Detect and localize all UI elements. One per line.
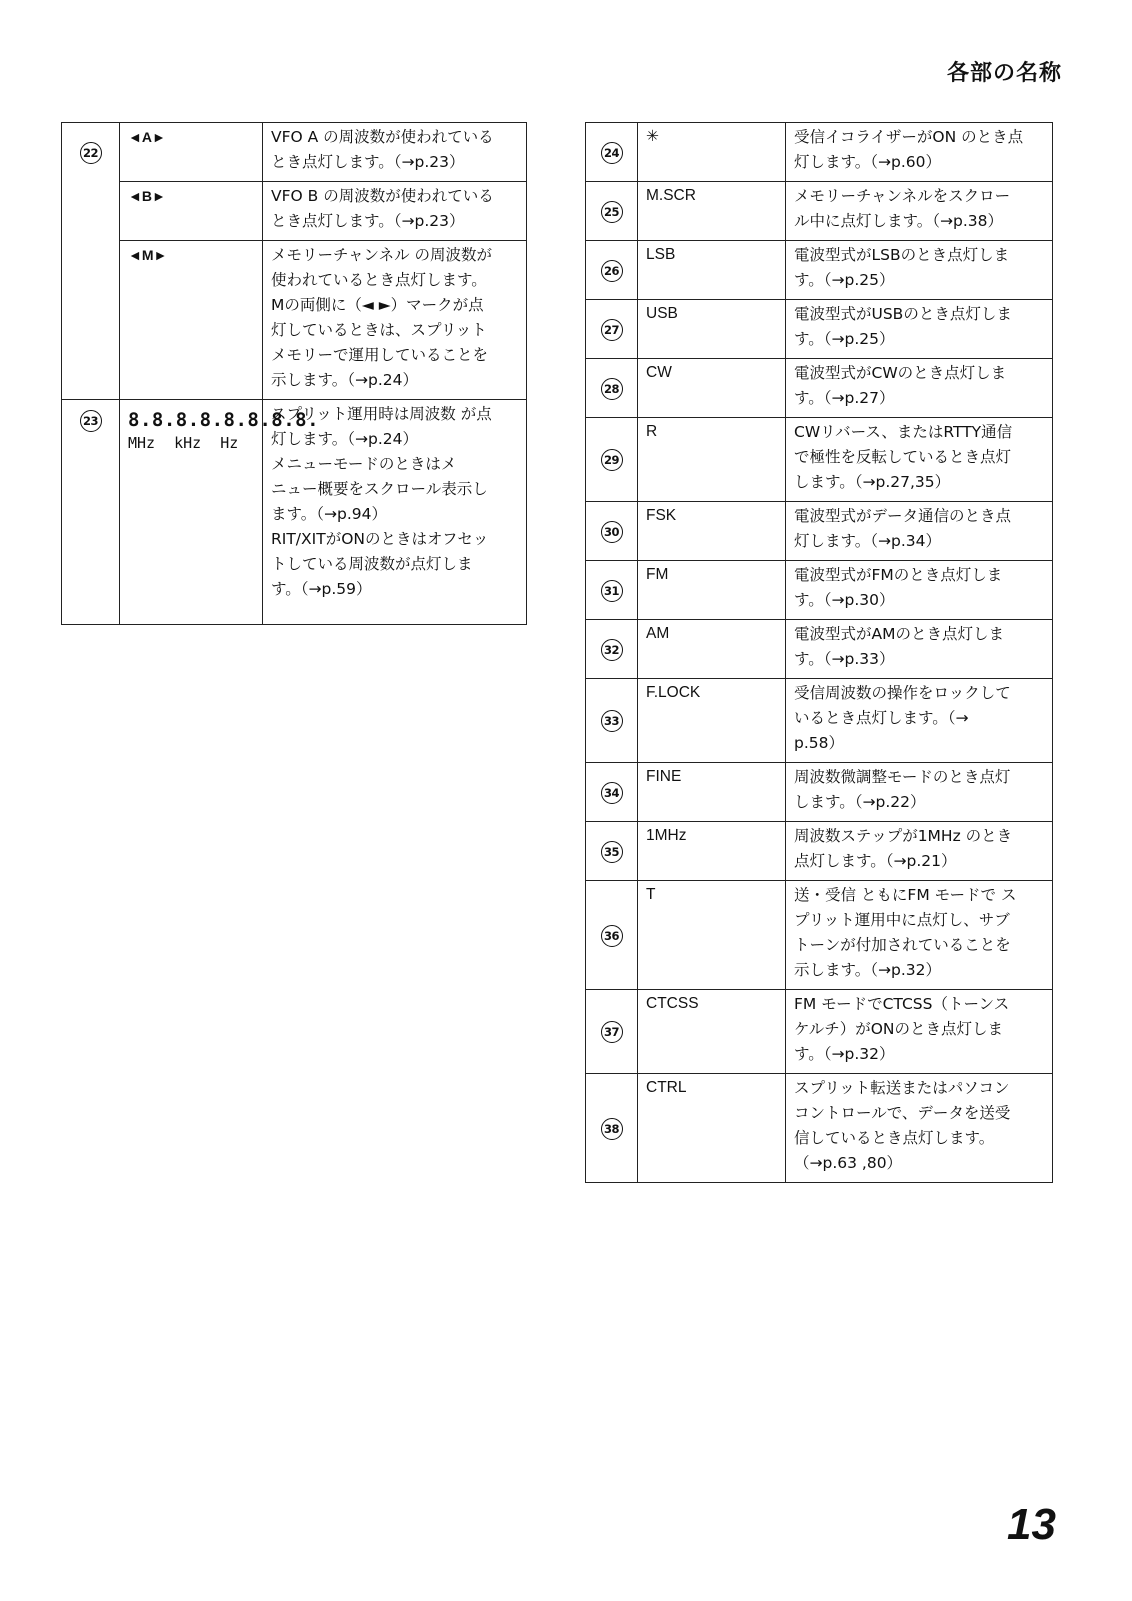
item-number-cell	[586, 561, 638, 620]
indicator-label: CTCSS	[638, 990, 786, 1074]
desc-line: ニュー概要をスクロール表示し	[271, 480, 488, 498]
table-row	[586, 123, 1053, 182]
indicator-table-right	[585, 122, 1053, 1183]
desc-line: します。（→p.27,35）	[794, 473, 951, 491]
desc-line: 送・受信 ともにFM モードで ス	[794, 886, 1017, 904]
table-row	[586, 182, 1053, 241]
item-number-cell	[586, 359, 638, 418]
desc-line: す。（→p.33）	[794, 650, 895, 668]
indicator-desc	[786, 881, 1053, 990]
desc-line: 電波型式がLSBのとき点灯しま	[794, 246, 1010, 264]
table-row	[586, 561, 1053, 620]
indicator-desc	[786, 620, 1053, 679]
desc-line: メモリーで運用していることを	[271, 346, 489, 364]
desc-line: 灯します。（→p.34）	[794, 532, 941, 550]
indicator-desc	[786, 1074, 1053, 1183]
table-row	[586, 881, 1053, 990]
item-number-36: 36	[601, 925, 623, 947]
desc-line: す。（→p.25）	[794, 330, 895, 348]
item-number-29: 29	[601, 449, 623, 471]
desc-line: 電波型式がCWのとき点灯しま	[794, 364, 1007, 382]
indicator-desc	[786, 123, 1053, 182]
desc-line: スプリット転送またはパソコン	[794, 1079, 1010, 1097]
desc-line: す。（→p.25）	[794, 271, 895, 289]
indicator-desc	[786, 241, 1053, 300]
item-number-23: 23	[80, 410, 102, 432]
indicator-label: R	[638, 418, 786, 502]
indicator-label: F.LOCK	[638, 679, 786, 763]
desc-line: 点灯します。（→p.21）	[794, 852, 957, 870]
lcd-frequency-units: MHz kHz Hz	[128, 434, 239, 452]
desc-line: 電波型式がUSBのとき点灯しま	[794, 305, 1012, 323]
item-number-34: 34	[601, 782, 623, 804]
item-number-cell	[586, 822, 638, 881]
item-number-27: 27	[601, 319, 623, 341]
item-number-22: 22	[80, 142, 102, 164]
indicator-label: ◄B►	[120, 182, 263, 241]
lcd-frequency-digits: 8.8.8.8.8.8.8.8.	[128, 409, 320, 431]
item-number-cell	[586, 418, 638, 502]
desc-line: 灯します。（→p.60）	[794, 153, 941, 171]
desc-line: ます。（→p.94）	[271, 505, 387, 523]
desc-line: 受信周波数の操作をロックして	[794, 684, 1011, 702]
indicator-table-left	[61, 122, 527, 625]
desc-line: FM モードでCTCSS（トーンス	[794, 995, 1010, 1013]
item-number-38: 38	[601, 1118, 623, 1140]
table-row	[586, 620, 1053, 679]
indicator-label: FSK	[638, 502, 786, 561]
table-row	[62, 241, 527, 400]
indicator-label: M.SCR	[638, 182, 786, 241]
item-number-35: 35	[601, 841, 623, 863]
desc-line: す。（→p.27）	[794, 389, 895, 407]
lcd-display-cell	[120, 400, 320, 625]
page-number: 13	[1007, 1500, 1056, 1549]
desc-line: スプリット運用時は周波数 が点	[271, 405, 492, 423]
indicator-label: ◄M►	[120, 241, 263, 400]
item-number-cell	[586, 620, 638, 679]
table-row	[586, 241, 1053, 300]
indicator-desc	[786, 679, 1053, 763]
item-number-cell	[586, 679, 638, 763]
desc-line: 灯します。（→p.24）	[271, 430, 418, 448]
indicator-label: AM	[638, 620, 786, 679]
desc-line: 周波数微調整モードのとき点灯	[794, 768, 1011, 786]
item-number-cell	[586, 763, 638, 822]
indicator-desc	[786, 418, 1053, 502]
item-number-cell	[586, 1074, 638, 1183]
desc-line: 電波型式がAMのとき点灯しま	[794, 625, 1004, 643]
indicator-desc	[786, 300, 1053, 359]
desc-line: ケルチ）がONのとき点灯しま	[794, 1020, 1004, 1038]
desc-line: メモリーチャンネル の周波数が	[271, 246, 492, 264]
indicator-desc	[786, 990, 1053, 1074]
indicator-desc	[786, 502, 1053, 561]
desc-line: RIT/XITがONのときはオフセッ	[271, 530, 489, 548]
indicator-label: USB	[638, 300, 786, 359]
indicator-label: ✳	[638, 123, 786, 182]
item-number-cell	[586, 123, 638, 182]
indicator-desc	[786, 822, 1053, 881]
desc-line: p.58）	[794, 734, 844, 752]
table-row	[586, 359, 1053, 418]
table-row	[586, 502, 1053, 561]
indicator-label: ◄A►	[120, 123, 263, 182]
table-row	[62, 400, 527, 625]
indicator-desc	[263, 241, 527, 400]
indicator-label: FINE	[638, 763, 786, 822]
table-row	[586, 763, 1053, 822]
desc-line: （→p.63 ,80）	[794, 1154, 903, 1172]
desc-line: 受信イコライザーがON のとき点	[794, 128, 1024, 146]
desc-line: トーンが付加されていることを	[794, 936, 1011, 954]
item-number-cell	[586, 881, 638, 990]
table-row	[62, 182, 527, 241]
desc-line: す。（→p.30）	[794, 591, 895, 609]
desc-line: す。（→p.32）	[794, 1045, 895, 1063]
item-number-cell	[586, 182, 638, 241]
indicator-desc	[263, 182, 527, 241]
item-number-cell	[586, 502, 638, 561]
desc-line: 使われているとき点灯します。	[271, 271, 487, 289]
table-row	[586, 1074, 1053, 1183]
indicator-label: LSB	[638, 241, 786, 300]
desc-line: いるとき点灯します。（→	[794, 709, 969, 727]
table-row	[62, 123, 527, 182]
desc-line: 電波型式がデータ通信のとき点	[794, 507, 1012, 525]
section-title: 各部の名称	[946, 61, 1062, 86]
item-number-cell	[62, 123, 120, 400]
indicator-desc	[786, 763, 1053, 822]
desc-line: で極性を反転しているとき点灯	[794, 448, 1012, 466]
table-row	[586, 822, 1053, 881]
indicator-label: CW	[638, 359, 786, 418]
desc-line: コントロールで、データを送受	[794, 1104, 1011, 1122]
item-number-cell	[62, 400, 120, 625]
item-number-37: 37	[601, 1021, 623, 1043]
desc-line: メニューモードのときはメ	[271, 455, 457, 473]
indicator-label: T	[638, 881, 786, 990]
desc-line: 示します。（→p.32）	[794, 961, 941, 979]
item-number-32: 32	[601, 639, 623, 661]
indicator-label: CTRL	[638, 1074, 786, 1183]
desc-line: トしている周波数が点灯しま	[271, 555, 473, 573]
desc-line: とき点灯します。（→p.23）	[271, 153, 465, 171]
desc-line: VFO A の周波数が使われている	[271, 128, 494, 146]
desc-line: 示します。（→p.24）	[271, 371, 418, 389]
desc-line: します。（→p.22）	[794, 793, 926, 811]
indicator-desc	[786, 182, 1053, 241]
desc-line: ル中に点灯します。（→p.38）	[794, 212, 1003, 230]
item-number-cell	[586, 241, 638, 300]
desc-line: プリット運用中に点灯し、サブ	[794, 911, 1010, 929]
item-number-cell	[586, 990, 638, 1074]
desc-line: 周波数ステップが1MHz のとき	[794, 827, 1013, 845]
table-row	[586, 679, 1053, 763]
item-number-24: 24	[601, 142, 623, 164]
item-number-33: 33	[601, 710, 623, 732]
table-row	[586, 418, 1053, 502]
item-number-cell	[586, 300, 638, 359]
desc-line: VFO B の周波数が使われている	[271, 187, 494, 205]
indicator-desc	[263, 400, 527, 625]
desc-line: メモリーチャンネルをスクロー	[794, 187, 1011, 205]
indicator-desc	[786, 359, 1053, 418]
item-number-28: 28	[601, 378, 623, 400]
table-row	[586, 990, 1053, 1074]
desc-line: とき点灯します。（→p.23）	[271, 212, 465, 230]
desc-line: 信しているとき点灯します。	[794, 1129, 995, 1147]
indicator-desc	[263, 123, 527, 182]
desc-line: 電波型式がFMのとき点灯しま	[794, 566, 1003, 584]
desc-line: 灯しているときは、スプリット	[271, 321, 487, 339]
item-number-25: 25	[601, 201, 623, 223]
indicator-label: 1MHz	[638, 822, 786, 881]
item-number-31: 31	[601, 580, 623, 602]
table-row	[586, 300, 1053, 359]
item-number-26: 26	[601, 260, 623, 282]
indicator-desc	[786, 561, 1053, 620]
indicator-label: FM	[638, 561, 786, 620]
desc-line: Mの両側に（◄ ►）マークが点	[271, 296, 484, 314]
desc-line: す。（→p.59）	[271, 580, 372, 598]
item-number-30: 30	[601, 521, 623, 543]
desc-line: CWリバース、またはRTTY通信	[794, 423, 1013, 441]
